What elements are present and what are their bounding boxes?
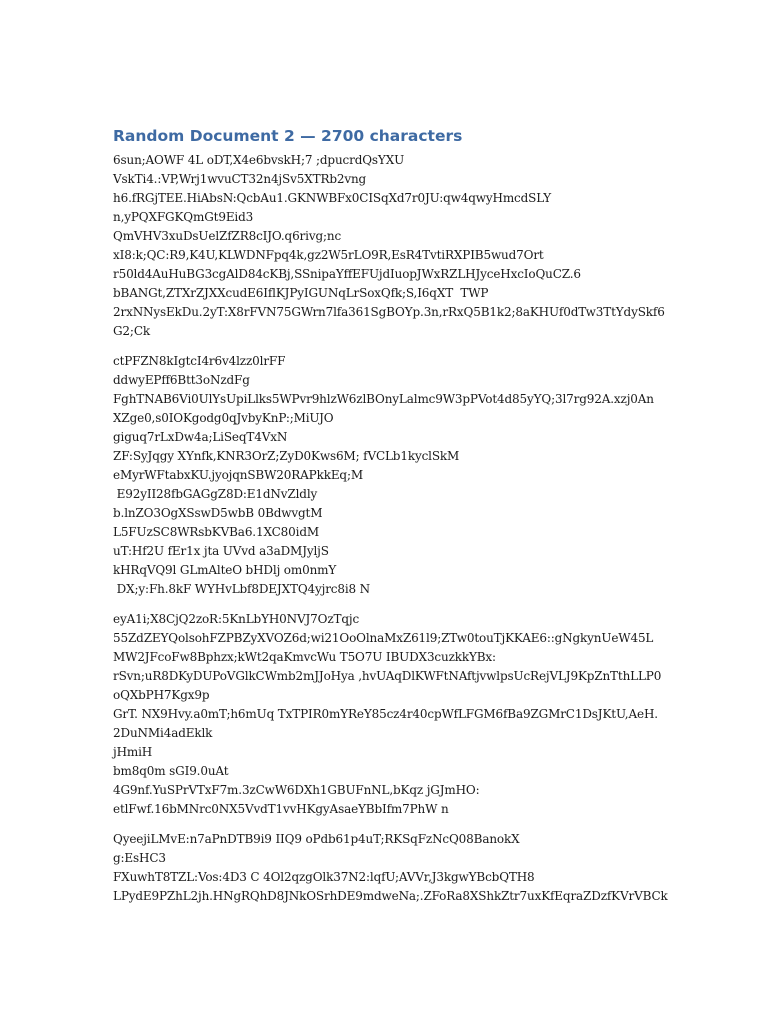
text-line: FXuwhT8TZL:Vos:4D3 C 4Ol2qzgOlk37N2:lqfU;AVVr,J3kgwYBcbQTH8 <box>113 870 535 884</box>
text-line: LPydE9PZhL2jh.HNgRQhD8JNkOSrhDE9mdweNa;.ZFoRa8XShkZtr7uxKfEqraZDzfKVrVBCk <box>113 889 668 903</box>
text-line: 2rxNNysEkDu.2yT:X8rFVN75GWrn7lfa361SgBOYp.3n,rRxQ5B1k2;8aKHUf0dTw3TtYdySkf6 <box>113 305 665 319</box>
text-line: jHmiH <box>113 745 153 759</box>
text-line: r50ld4AuHuBG3cgAlD84cKBj,SSnipaYffEFUjdIuopJWxRZLHJyceHxcIoQuCZ.6 <box>113 267 581 281</box>
document-body <box>113 124 668 917</box>
text-line: kHRqVQ9l GLmAlteO bHDlj om0nmY <box>113 563 337 577</box>
text-line: ddwyEPff6Btt3oNzdFg <box>113 373 250 387</box>
paragraph <box>113 352 658 599</box>
text-line: eyA1i;X8CjQ2zoR:5KnLbYH0NVJ7OzTqjc <box>113 612 360 626</box>
text-line: rSvn;uR8DKyDUPoVGlkCWmb2mJJoHya ,hvUAqDlKWFtNAftjvwlpsUcRejVLJ9KpZnTthLLP0 <box>113 669 662 683</box>
text-line: b.lnZO3OgXSswD5wbB 0BdwvgtM <box>113 506 323 520</box>
text-line: eMyrWFtabxKU.jyojqnSBW20RAPkkEq;M <box>113 468 363 482</box>
text-line: xI8:k;QC:R9,K4U,KLWDNFpq4k,gz2W5rLO9R,EsR4TvtiRXPIB5wud7Ort <box>113 248 544 262</box>
paragraph <box>113 151 665 341</box>
text-line: oQXbPH7Kgx9p <box>113 688 210 702</box>
text-line: etlFwf.16bMNrc0NX5VvdT1vvHKgyAsaeYBbIfm7PhW n <box>113 802 449 816</box>
text-line: L5FUzSC8WRsbKVBa6.1XC80idM <box>113 525 319 539</box>
text-line: DX;y:Fh.8kF WYHvLbf8DEJXTQ4yjrc8i8 N <box>113 582 371 596</box>
text-line: ZF:SyJqgy XYnfk,KNR3OrZ;ZyD0Kws6M; fVCLb1kyclSkM <box>113 449 460 463</box>
text-line: 55ZdZEYQolsohFZPBZyXVOZ6d;wi21OoOlnaMxZ61l9;ZTw0touTjKKAE6::gNgkynUeW45L <box>113 631 654 645</box>
paragraph <box>113 610 662 819</box>
document-title: Random Document 2 — 2700 characters <box>113 127 463 145</box>
text-line: MW2JFcoFw8Bphzx;kWt2qaKmvcWu T5O7U IBUDX3cuzkkYBx: <box>113 650 496 664</box>
text-line: 4G9nf.YuSPrVTxF7m.3zCwW6DXh1GBUFnNL,bKqz jGJmHO: <box>113 783 480 797</box>
text-line: ctPFZN8kIgtcI4r6v4lzz0lrFF <box>113 354 286 368</box>
text-line: 6sun;AOWF 4L oDT,X4e6bvskH;7 ;dpucrdQsYXU <box>113 153 405 167</box>
text-line: bBANGt,ZTXrZJXXcudE6IflKJPyIGUNqLrSoxQfk;S,I6qXT TWP <box>113 286 489 300</box>
paragraph-list <box>113 151 668 906</box>
text-line: XZge0,s0IOKgodg0qJvbyKnP:;MiUJO <box>113 411 334 425</box>
text-line: n,yPQXFGKQmGt9Eid3 <box>113 210 254 224</box>
text-line: G2;Ck <box>113 324 150 338</box>
text-line: h6.fRGjTEE.HiAbsN:QcbAu1.GKNWBFx0CISqXd7r0JU:qw4qwyHmcdSLY <box>113 191 552 205</box>
text-line: 2DuNMi4adEklk <box>113 726 213 740</box>
text-line: g:EsHC3 <box>113 851 166 865</box>
text-line: giguq7rLxDw4a;LiSeqT4VxN <box>113 430 288 444</box>
text-line: E92yII28fbGAGgZ8D:E1dNvZldly <box>113 487 318 501</box>
paragraph <box>113 830 668 906</box>
text-line: QmVHV3xuDsUelZfZR8cIJO.q6rivg;nc <box>113 229 342 243</box>
text-line: bm8q0m sGI9.0uAt <box>113 764 229 778</box>
text-line: GrT. NX9Hvy.a0mT;h6mUq TxTPIR0mYReY85cz4r40cpWfLFGM6fBa9ZGMrC1DsJKtU,AeH. <box>113 707 658 721</box>
text-line: uT:Hf2U fEr1x jta UVvd a3aDMJyljS <box>113 544 329 558</box>
text-line: FghTNAB6Vi0UlYsUpiLlks5WPvr9hlzW6zlBOnyLalmc9W3pPVot4d85yYQ;3l7rg92A.xzj0An <box>113 392 654 406</box>
text-line: QyeejiLMvE:n7aPnDTB9i9 IIQ9 oPdb61p4uT;RKSqFzNcQ08BanokX <box>113 832 520 846</box>
text-line: VskTi4.:VP,Wrj1wvuCT32n4jSv5XTRb2vng <box>113 172 367 186</box>
